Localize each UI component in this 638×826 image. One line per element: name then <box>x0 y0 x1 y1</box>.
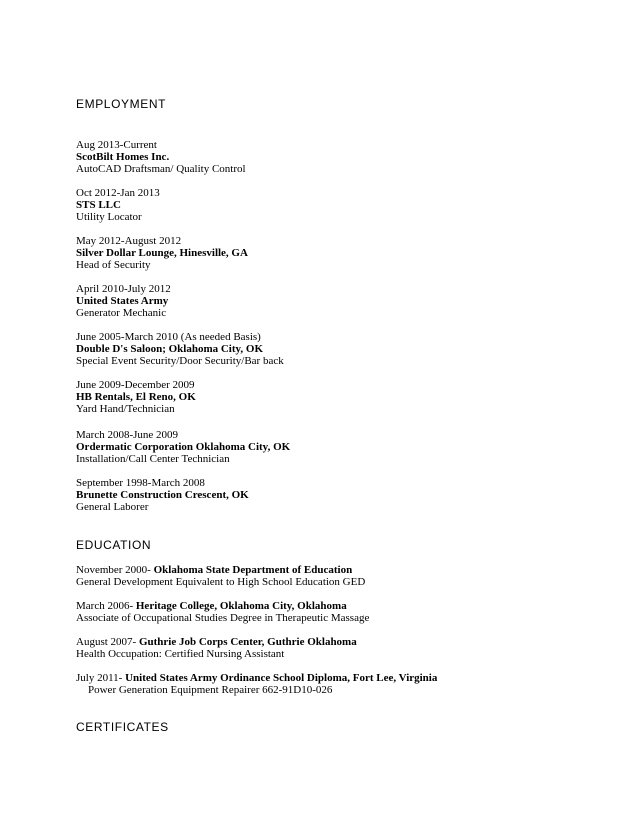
employment-heading: EMPLOYMENT <box>76 97 167 111</box>
employment-entry <box>76 477 249 513</box>
education-school: Oklahoma State Department of Education <box>153 564 353 576</box>
employment-role: Yard Hand/Technician <box>76 403 175 415</box>
employment-role: Utility Locator <box>76 211 142 223</box>
employment-entry <box>76 139 246 175</box>
employment-employer: Silver Dollar Lounge, Hinesville, GA <box>76 247 248 259</box>
employment-entry <box>76 379 196 415</box>
education-school: Heritage College, Oklahoma City, Oklahoma <box>135 600 347 612</box>
employment-dates: March 2008-June 2009 <box>76 429 179 441</box>
education-detail: Power Generation Equipment Repairer 662-91D10-026 <box>88 684 333 696</box>
employment-dates: May 2012-August 2012 <box>76 235 182 247</box>
employment-dates: April 2010-July 2012 <box>76 283 171 295</box>
employment-dates: June 2005-March 2010 (As needed Basis) <box>76 331 261 343</box>
employment-employer: STS LLC <box>76 199 121 211</box>
education-detail: General Development Equivalent to High School Education GED <box>76 576 366 588</box>
education-entry <box>76 564 365 588</box>
certificates-heading: CERTIFICATES <box>76 720 169 734</box>
employment-employer: United States Army <box>76 295 169 307</box>
employment-entry <box>76 331 284 367</box>
employment-dates: Oct 2012-Jan 2013 <box>76 187 160 199</box>
employment-employer: HB Rentals, El Reno, OK <box>76 391 196 403</box>
employment-role: Installation/Call Center Technician <box>76 453 230 465</box>
education-entry <box>76 672 437 696</box>
education-detail: Health Occupation: Certified Nursing Assistant <box>76 648 285 660</box>
employment-dates: Aug 2013-Current <box>76 139 157 151</box>
employment-dates: June 2009-December 2009 <box>76 379 195 391</box>
employment-role: General Laborer <box>76 501 149 513</box>
employment-role: AutoCAD Draftsman/ Quality Control <box>76 163 246 175</box>
education-entry <box>76 600 369 624</box>
employment-role: Generator Mechanic <box>76 307 167 319</box>
education-detail: Associate of Occupational Studies Degree in Therapeutic Massage <box>76 612 370 624</box>
employment-entry <box>76 283 171 319</box>
education-date: July 2011- <box>76 672 123 684</box>
employment-entry <box>76 429 290 465</box>
education-entry <box>76 636 357 660</box>
education-heading: EDUCATION <box>76 538 152 552</box>
employment-employer: Brunette Construction Crescent, OK <box>76 489 249 501</box>
education-school: United States Army Ordinance School Diploma, Fort Lee, Virginia <box>125 672 438 684</box>
employment-role: Special Event Security/Door Security/Bar back <box>76 355 284 367</box>
employment-entry <box>76 235 248 271</box>
education-date: August 2007- <box>76 636 137 648</box>
education-date: November 2000- <box>76 564 151 576</box>
employment-dates: September 1998-March 2008 <box>76 477 205 489</box>
employment-role: Head of Security <box>76 259 151 271</box>
education-date: March 2006- <box>76 600 134 612</box>
employment-employer: ScotBilt Homes Inc. <box>76 151 170 163</box>
employment-employer: Double D's Saloon; Oklahoma City, OK <box>76 343 264 355</box>
education-school: Guthrie Job Corps Center, Guthrie Oklahoma <box>138 636 357 648</box>
employment-employer: Ordermatic Corporation Oklahoma City, OK <box>76 441 291 453</box>
employment-entry <box>76 187 160 223</box>
